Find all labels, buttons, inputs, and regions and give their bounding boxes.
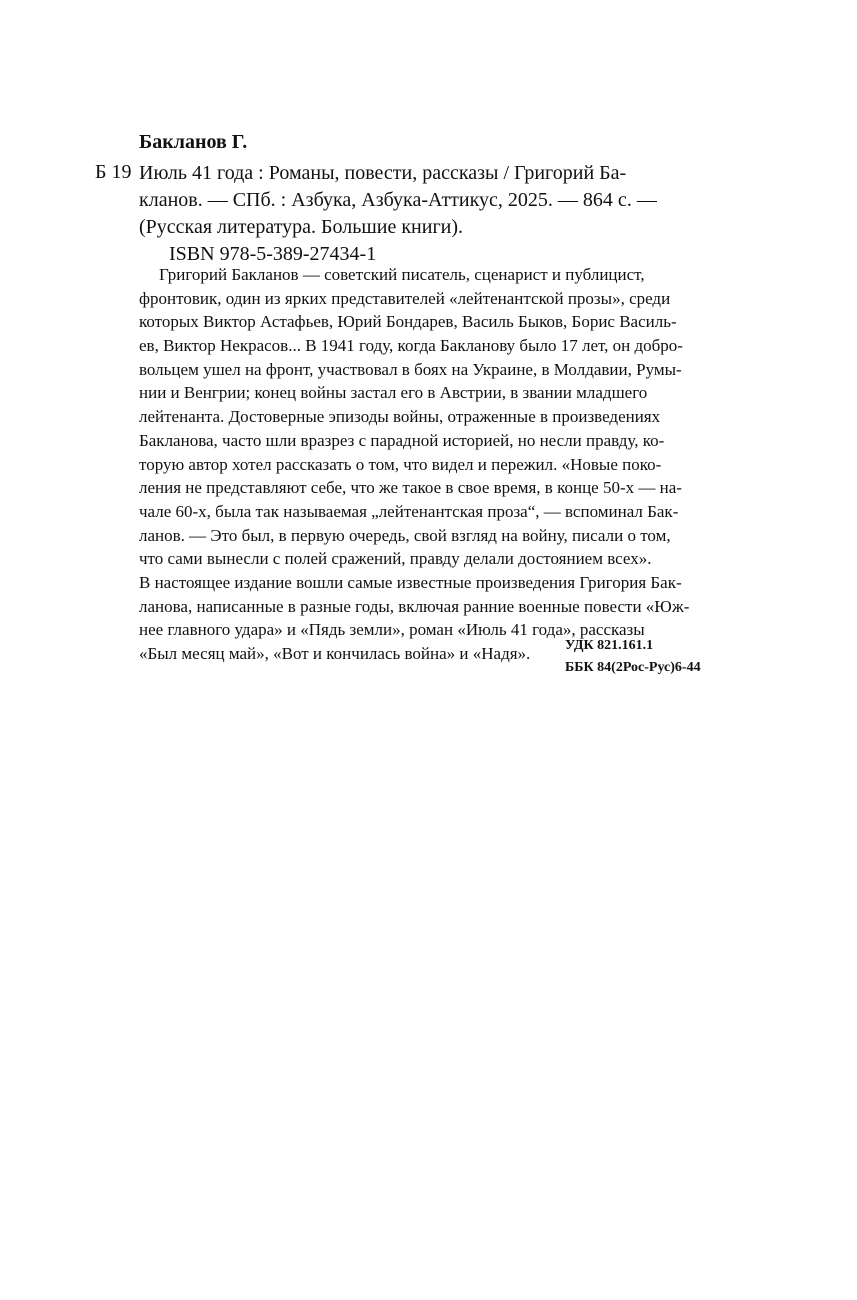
- classification-codes: [565, 635, 701, 679]
- shelf-code: Б 19: [95, 161, 132, 183]
- description-line: кланов. — СПб. : Азбука, Азбука-Аттикус, 2025. — 864 с. —: [139, 189, 657, 211]
- annotation-line: вольцем ушел на фронт, участвовал в боях на Украине, в Молдавии, Румы-: [139, 359, 682, 379]
- annotation-line: ланов. — Это был, в первую очередь, свой взгляд на войну, писали о том,: [139, 525, 671, 545]
- annotation-line: что сами вынесли с полей сражений, правду делали достоянием всех».: [139, 549, 652, 569]
- annotation-line: лейтенанта. Достоверные эпизоды войны, отраженные в произведениях: [139, 407, 661, 427]
- annotation-line: «Был месяц май», «Вот и кончилась война» и «Надя».: [139, 644, 531, 663]
- description-line: Июль 41 года : Романы, повести, рассказы / Григорий Ба-: [139, 162, 627, 184]
- annotation-line: Бакланова, часто шли вразрез с парадной историей, но несли правду, ко-: [139, 430, 665, 450]
- annotation-line: ев, Виктор Некрасов... В 1941 году, когда Бакланову было 17 лет, он добро-: [139, 336, 683, 356]
- annotation: [139, 263, 731, 666]
- annotation-line: нее главного удара» и «Пядь земли», роман «Июль 41 года», рассказы: [139, 620, 645, 640]
- bibliographic-description: [139, 160, 731, 268]
- annotation-line: Григорий Бакланов — советский писатель, сценарист и публицист,: [159, 265, 645, 284]
- annotation-line: фронтовик, один из ярких представителей «лейтенантской прозы», среди: [139, 288, 671, 308]
- bbk-code: ББК 84(2Рос-Рус)6-44: [565, 660, 701, 675]
- annotation-line: нии и Венгрии; конец войны застал его в Австрии, в звании младшего: [139, 383, 648, 403]
- udc-code: УДК 821.161.1: [565, 638, 654, 653]
- description-line: (Русская литература. Большие книги).: [139, 216, 464, 238]
- annotation-line: чале 60-х, была так называемая „лейтенантская проза“, — вспоминал Бак-: [139, 501, 679, 521]
- author-heading: Бакланов Г.: [139, 131, 248, 153]
- annotation-line: торую автор хотел рассказать о том, что видел и пережил. «Новые поко-: [139, 454, 662, 474]
- annotation-line: которых Виктор Астафьев, Юрий Бондарев, Василь Быков, Борис Василь-: [139, 312, 677, 332]
- annotation-line: В настоящее издание вошли самые известные произведения Григория Бак-: [139, 572, 682, 592]
- annotation-line: ления не представляют себе, что же такое в свое время, в конце 50-х — на-: [139, 478, 682, 498]
- isbn: ISBN 978-5-389-27434-1: [169, 243, 377, 265]
- annotation-line: ланова, написанные в разные годы, включая ранние военные повести «Юж-: [139, 596, 690, 616]
